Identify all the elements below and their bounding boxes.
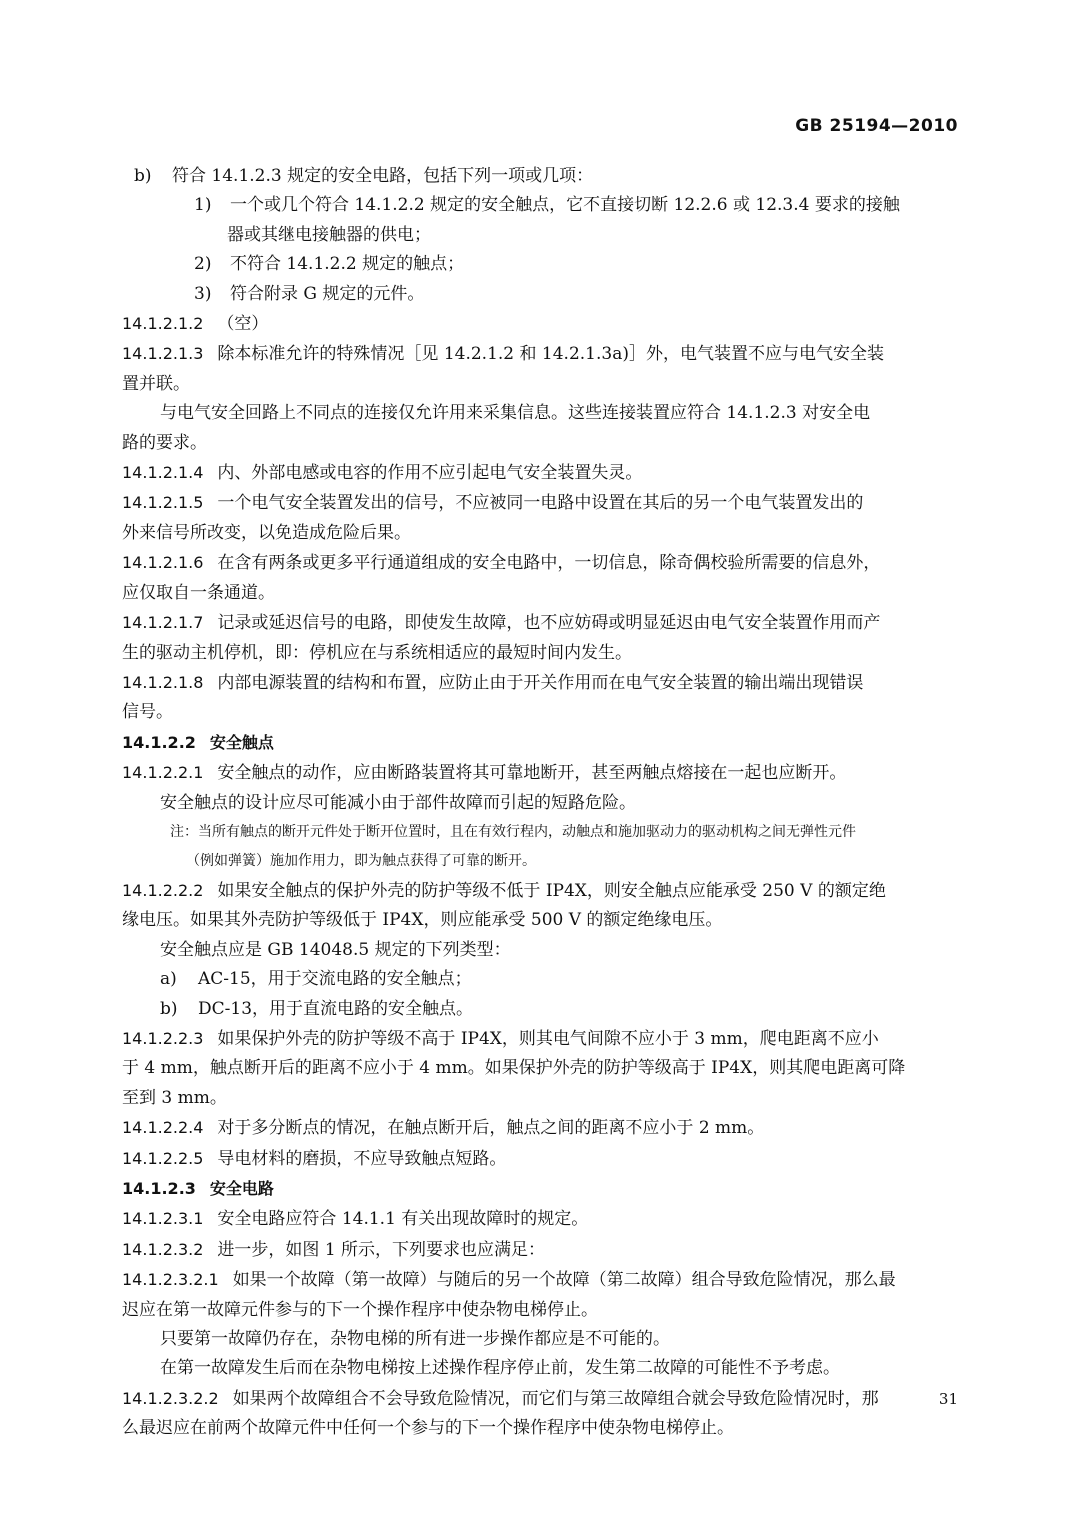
clause-number: 14.1.2.1.8 [122,672,204,692]
note-continuation [122,847,958,876]
clause-text: 如果安全触点的保护外壳的防护等级不低于 IP4X，则安全触点应能承受 250 V 的额定绝 [217,880,886,901]
paragraph-line [122,1354,958,1383]
line-text: 应仅取自一条通道。 [122,582,275,603]
continuation-line [122,519,958,548]
clause-text: 内部电源装置的结构和布置，应防止由于开关作用而在电气安全装置的输出端出现错误 [217,672,864,693]
clause-number: 14.1.2.3.1 [122,1209,204,1229]
line-text: 置并联。 [122,373,190,394]
clause-text: 一个电气安全装置发出的信号，不应被同一电路中设置在其后的另一个电气装置发出的 [217,493,864,514]
clause-number: 14.1.2.1.4 [122,463,204,483]
clause-text: 在含有两条或更多平行通道组成的安全电路中，一切信息，除奇偶校验所需要的信息外， [217,553,881,574]
line-text: 生的驱动主机停机，即：停机应在与系统相适应的最短时间内发生。 [122,642,632,663]
note-line [122,818,958,847]
line-text: 么最迟应在前两个故障元件中任何一个参与的下一个操作程序中使杂物电梯停止。 [122,1418,734,1439]
continuation-line [122,1414,958,1443]
list-item [122,965,958,994]
section-title: 安全电路 [209,1179,274,1198]
note-text: 注：当所有触点的断开元件处于断开位置时，且在有效行程内，动触点和施加驱动力的驱动机构之间无弹性元件 [170,823,856,840]
note-text: （例如弹簧）施加作用力，即为触点获得了可靠的断开。 [186,852,536,869]
clause-line [122,1204,958,1234]
clause-number: 14.1.2.1.3 [122,344,204,364]
sub-list-marker: 3) [194,283,212,304]
clause-line [122,758,958,788]
clause-text: 对于多分断点的情况，在触点断开后，触点之间的距离不应小于 2 mm。 [217,1118,765,1139]
clause-number: 14.1.2.3.2.1 [122,1270,219,1290]
clause-number: 14.1.2.3.2.2 [122,1388,219,1408]
sub-list-marker: 1) [194,195,212,216]
clause-line [122,1144,958,1174]
line-text: 外来信号所改变，以免造成危险后果。 [122,522,411,543]
line-text: 安全触点应是 GB 14048.5 规定的下列类型： [160,939,511,960]
clause-text: 安全触点的动作，应由断路装置将其可靠地断开，甚至两触点熔接在一起也应断开。 [217,763,847,784]
continuation-line [122,639,958,668]
section-number: 14.1.2.3 [122,1179,196,1198]
sub-list-item [122,191,958,220]
clause-line [122,668,958,698]
continuation-line [122,579,958,608]
clause-number: 14.1.2.2.4 [122,1118,204,1138]
sub-list-text: 符合附录 G 规定的元件。 [230,283,425,304]
clause-text: 如果保护外壳的防护等级不高于 IP4X，则其电气间隙不应小于 3 mm，爬电距离不应小 [217,1028,879,1049]
section-number: 14.1.2.2 [122,732,196,752]
clause-line [122,608,958,638]
sub-list-text: 一个或几个符合 14.1.2.2 规定的安全触点，它不直接切断 12.2.6 或 12.3.4 要求的接触 [230,195,900,216]
clause-number: 14.1.2.1.7 [122,613,204,633]
clause-line [122,488,958,518]
clause-line [122,548,958,578]
list-item-text: AC-15，用于交流电路的安全触点； [198,969,472,990]
list-item-text: DC-13，用于直流电路的安全触点。 [198,998,474,1019]
clause-text: 导电材料的磨损，不应导致触点短路。 [217,1148,507,1169]
clause-line [122,339,958,369]
clause-line [122,1024,958,1054]
paragraph-line [122,399,958,428]
clause-line [122,309,958,339]
clause-line [122,1384,958,1414]
sub-list-text: 不符合 14.1.2.2 规定的触点； [230,254,465,275]
clause-text: 如果两个故障组合不会导致危险情况，而它们与第三故障组合就会导致危险情况时，那 [232,1388,879,1409]
section-heading [122,728,958,758]
clause-text: 记录或延迟信号的电路，即使发生故障，也不应妨碍或明显延迟由电气安全装置作用而产 [217,613,881,634]
continuation-line [122,906,958,935]
list-marker: b) [134,166,152,186]
section-title: 安全触点 [209,732,274,752]
paragraph-line [122,789,958,818]
paragraph-line [122,936,958,965]
list-item-text: 符合 14.1.2.3 规定的安全电路，包括下列一项或几项： [172,166,594,186]
line-text: 于 4 mm，触点断开后的距离不应小于 4 mm。如果保护外壳的防护等级高于 IP4X，则其爬电距离可降 [122,1058,906,1079]
line-text: 至到 3 mm。 [122,1087,227,1108]
page-number: 31 [938,1390,958,1408]
list-marker: b) [160,998,178,1019]
line-text: 安全触点的设计应尽可能减小由于部件故障而引起的短路危险。 [160,792,636,813]
line-text: 只要第一故障仍存在，杂物电梯的所有进一步操作都应是不可能的。 [160,1329,670,1350]
clause-text: 进一步，如图 1 所示，下列要求也应满足： [217,1239,546,1260]
clause-number: 14.1.2.3.2 [122,1239,204,1259]
clause-number: 14.1.2.2.1 [122,763,204,783]
clause-number: 14.1.2.2.3 [122,1028,204,1048]
continuation-line [122,1054,958,1083]
clause-line [122,1265,958,1295]
clause-text: 安全电路应符合 14.1.1 有关出现故障时的规定。 [217,1209,589,1230]
clause-line [122,1113,958,1143]
clause-text: 如果一个故障（第一故障）与随后的另一个故障（第二故障）组合导致危险情况，那么最 [232,1270,896,1291]
clause-text: 除本标准允许的特殊情况［见 14.2.1.2 和 14.2.1.3a)］外，电气装置不应与电气安全装 [217,344,884,365]
clause-number: 14.1.2.2.5 [122,1148,204,1168]
list-marker: a) [160,969,177,990]
continuation-line [122,370,958,399]
clause-number: 14.1.2.1.2 [122,314,204,334]
clause-number: 14.1.2.1.6 [122,553,204,573]
line-text: 器或其继电接触器的供电； [227,224,431,245]
list-item [122,162,958,191]
clause-number: 14.1.2.2.2 [122,880,204,900]
clause-text: （空） [217,314,269,335]
sub-list-continuation [122,221,958,250]
line-text: 缘电压。如果其外壳防护等级低于 IP4X，则应能承受 500 V 的额定绝缘电压。 [122,910,723,931]
line-text: 路的要求。 [122,432,207,453]
document-body [122,162,958,1444]
sub-list-item [122,250,958,279]
line-text: 在第一故障发生后而在杂物电梯按上述操作程序停止前，发生第二故障的可能性不予考虑。 [160,1358,840,1379]
standard-code: GB 25194—2010 [795,116,958,136]
clause-line [122,1235,958,1265]
sub-list-marker: 2) [194,254,212,275]
clause-line [122,458,958,488]
list-item [122,995,958,1024]
clause-text: 内、外部电感或电容的作用不应引起电气安全装置失灵。 [217,463,643,484]
continuation-line [122,1296,958,1325]
line-text: 与电气安全回路上不同点的连接仅允许用来采集信息。这些连接装置应符合 14.1.2.3 对安全电 [160,403,871,424]
section-heading [122,1174,958,1204]
line-text: 迟应在第一故障元件参与的下一个操作程序中使杂物电梯停止。 [122,1299,598,1320]
continuation-line [122,1084,958,1113]
continuation-line [122,429,958,458]
paragraph-line [122,1325,958,1354]
sub-list-item [122,280,958,309]
continuation-line [122,698,958,727]
line-text: 信号。 [122,702,173,723]
clause-line [122,876,958,906]
clause-number: 14.1.2.1.5 [122,493,204,513]
